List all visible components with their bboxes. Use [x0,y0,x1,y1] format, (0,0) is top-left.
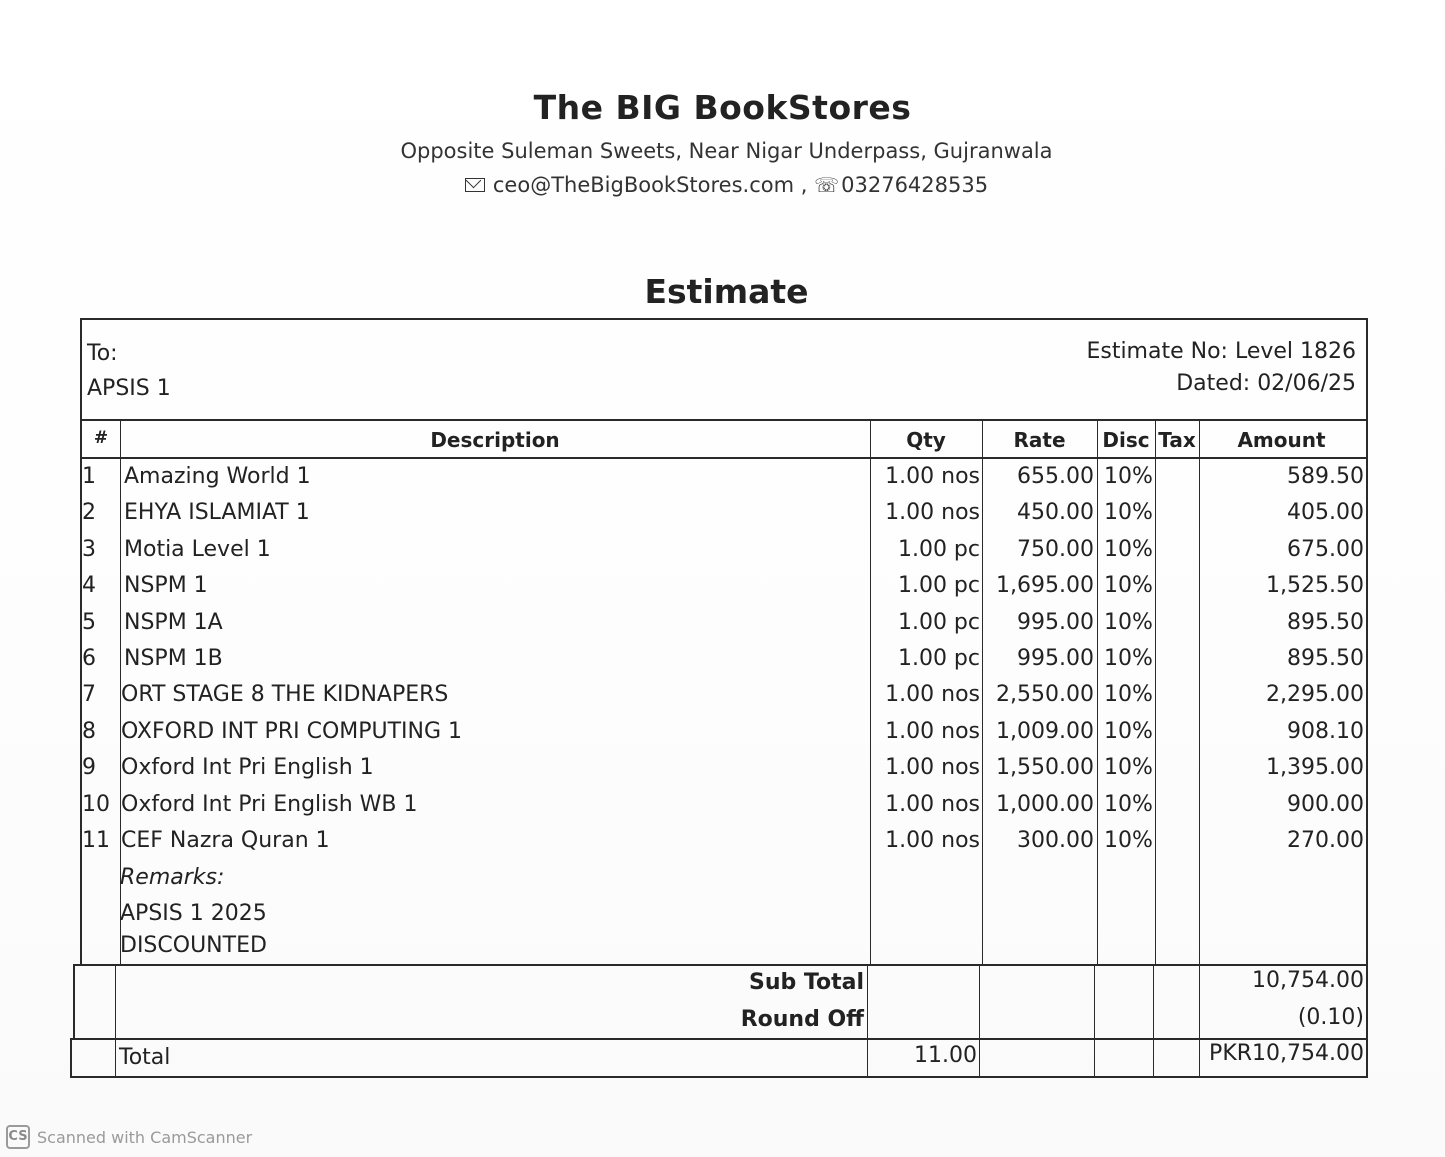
row-num: 7 [82,682,96,707]
row-qty: 1.00 pc [897,646,980,671]
row-amount: 1,525.50 [1266,573,1364,598]
row-disc: 10% [1104,719,1153,744]
row-description: NSPM 1B [124,646,223,671]
header-num: # [93,428,109,448]
row-rate: 1,695.00 [996,573,1094,598]
remarks-line: APSIS 1 2025 [120,901,267,926]
mail-icon [465,178,485,192]
row-qty: 1.00 nos [885,500,980,525]
row-amount: 908.10 [1287,719,1364,744]
row-amount: 270.00 [1287,828,1364,853]
total-left-edge [70,1039,72,1077]
subtotal-value: 10,754.00 [1252,968,1364,993]
total-col-desc [867,966,868,1076]
camscanner-text: Scanned with CamScanner [37,1128,253,1147]
row-amount: 405.00 [1287,500,1364,525]
roundoff-label: Round Off [740,1007,864,1032]
row-rate: 1,000.00 [996,792,1094,817]
row-qty: 1.00 pc [897,610,980,635]
row-disc: 10% [1104,537,1153,562]
row-disc: 10% [1104,464,1153,489]
row-num: 1 [82,464,96,489]
row-description: Amazing World 1 [124,464,311,489]
header-tax: Tax [1158,428,1196,452]
document-title: Estimate [644,272,809,311]
row-description: EHYA ISLAMIAT 1 [124,500,310,525]
row-description: Oxford Int Pri English WB 1 [121,792,418,817]
header-divider [80,457,1368,459]
row-description: Oxford Int Pri English 1 [121,755,374,780]
row-rate: 1,009.00 [996,719,1094,744]
row-num: 4 [82,573,96,598]
roundoff-value: (0.10) [1297,1005,1364,1030]
row-qty: 1.00 nos [885,792,980,817]
total-qty: 11.00 [914,1043,977,1068]
store-contact [0,173,1445,197]
customer-name: APSIS 1 [87,376,171,401]
info-divider [80,419,1368,421]
row-amount: 1,395.00 [1266,755,1364,780]
row-num: 10 [82,792,110,817]
remarks-line: DISCOUNTED [120,933,267,958]
row-description: NSPM 1 [124,573,208,598]
row-description: NSPM 1A [124,610,223,635]
row-num: 3 [82,537,96,562]
row-description: Motia Level 1 [124,537,271,562]
remarks-label: Remarks: [120,865,225,890]
table-frame [80,318,1368,966]
row-amount: 900.00 [1287,792,1364,817]
row-qty: 1.00 nos [885,719,980,744]
row-amount: 895.50 [1287,610,1364,635]
total-col-rate [1094,966,1095,1076]
phone-icon: ☏ [814,173,840,197]
total-divider-bottom [70,1076,1368,1078]
row-disc: 10% [1104,500,1153,525]
row-rate: 300.00 [1017,828,1094,853]
row-disc: 10% [1104,682,1153,707]
row-amount: 895.50 [1287,646,1364,671]
row-qty: 1.00 nos [885,828,980,853]
store-email: ceo@TheBigBookStores.com , [492,173,808,197]
row-num: 8 [82,719,96,744]
row-disc: 10% [1104,610,1153,635]
camscanner-logo: CS [6,1125,30,1149]
header-disc: Disc [1102,428,1150,452]
row-description: OXFORD INT PRI COMPUTING 1 [121,719,463,744]
row-rate: 750.00 [1017,537,1094,562]
row-num: 5 [82,610,96,635]
row-qty: 1.00 nos [885,464,980,489]
row-num: 2 [82,500,96,525]
row-qty: 1.00 nos [885,755,980,780]
row-amount: 589.50 [1287,464,1364,489]
store-name: The BIG BookStores [533,88,912,127]
header-rate: Rate [1013,428,1066,452]
col-line-disc [1155,421,1156,966]
total-col-num [115,966,116,1076]
row-disc: 10% [1104,828,1153,853]
row-description: ORT STAGE 8 THE KIDNAPERS [121,682,449,707]
col-line-qty [982,421,983,966]
row-description: CEF Nazra Quran 1 [121,828,330,853]
estimate-date: Dated: 02/06/25 [1176,371,1356,396]
row-num: 11 [82,828,110,853]
row-rate: 450.00 [1017,500,1094,525]
total-right-edge [1366,1039,1368,1077]
row-rate: 995.00 [1017,646,1094,671]
row-num: 6 [82,646,96,671]
row-disc: 10% [1104,755,1153,780]
row-qty: 1.00 pc [897,537,980,562]
row-num: 9 [82,755,96,780]
col-line-rate [1097,421,1098,966]
store-phone: 03276428535 [841,173,989,197]
row-rate: 2,550.00 [996,682,1094,707]
store-address: Opposite Suleman Sweets, Near Nigar Underpass, Gujranwala [400,139,1053,163]
row-amount: 2,295.00 [1266,682,1364,707]
col-line-desc [870,421,871,966]
row-rate: 1,550.00 [996,755,1094,780]
row-qty: 1.00 pc [897,573,980,598]
header-amount: Amount [1237,428,1326,452]
header-qty: Qty [906,428,946,452]
total-col-disc [1153,966,1154,1076]
total-label: Total [119,1045,171,1070]
row-disc: 10% [1104,573,1153,598]
row-amount: 675.00 [1287,537,1364,562]
row-disc: 10% [1104,792,1153,817]
row-rate: 995.00 [1017,610,1094,635]
row-disc: 10% [1104,646,1153,671]
row-rate: 655.00 [1017,464,1094,489]
subtotal-label: Sub Total [748,970,864,995]
row-qty: 1.00 nos [885,682,980,707]
estimate-number: Estimate No: Level 1826 [1086,339,1356,364]
total-divider-top [70,1038,1368,1040]
total-value: PKR10,754.00 [1209,1041,1364,1066]
header-description: Description [430,428,560,452]
total-col-qty [979,966,980,1076]
to-label: To: [87,341,118,366]
